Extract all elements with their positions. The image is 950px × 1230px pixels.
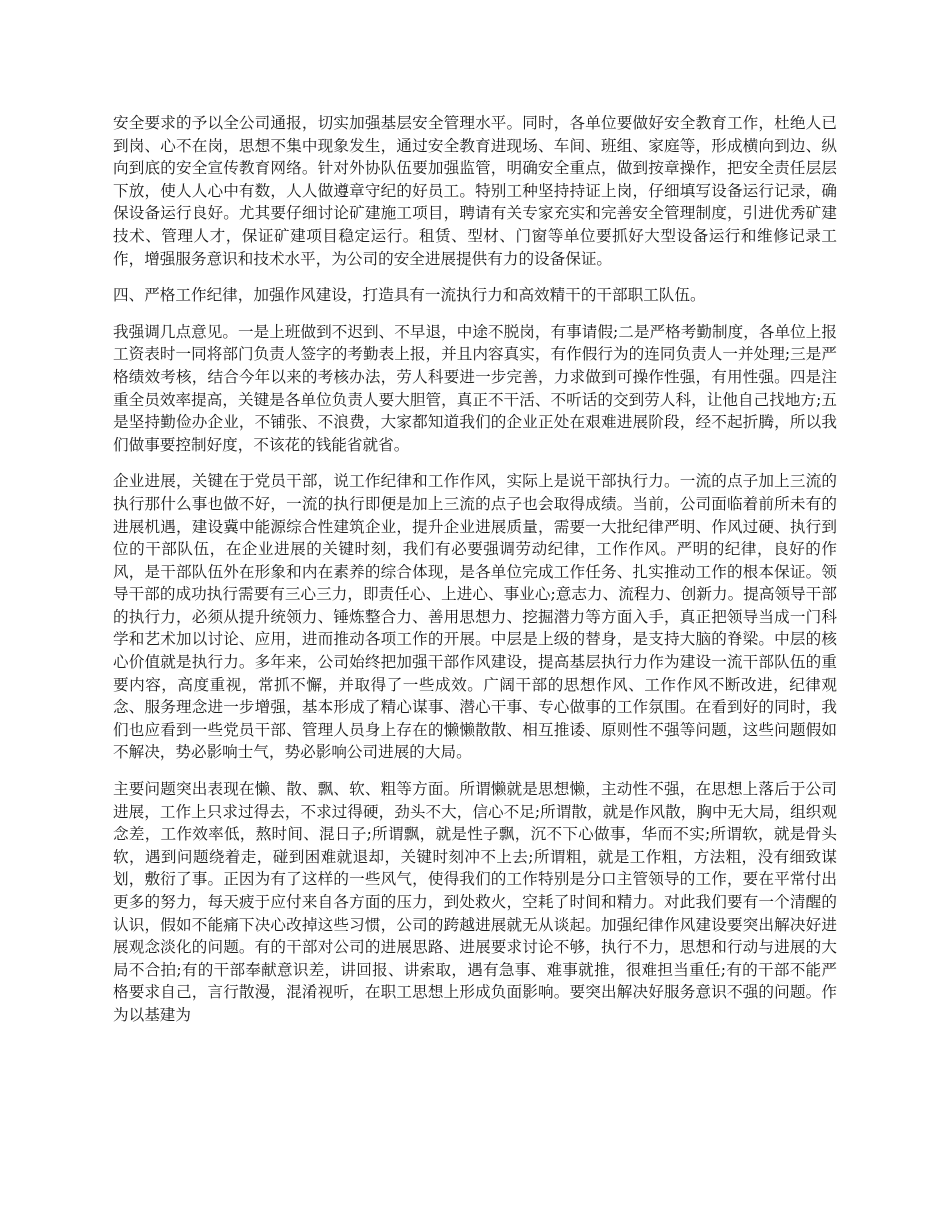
paragraph-opinions: 我强调几点意见。一是上班做到不迟到、不早退，中途不脱岗，有事请假;二是严格考勤制度，各单位上报工资表时一同将部门负责人签字的考勤表上报，并且内容真实，有作假行为的连同负责人一并处理;三是严格绩效考核，结合今年以来的考核办法，劳人科要进一步完善，力求做到可操作性强，有用性强。四是注重全员效率提高，关键是各单位负责人要大胆管，真正不干活、不听话的交到劳人科，让他自己找地方;五是坚持勤俭办企业，不铺张、不浪费，大家都知道我们的企业正处在艰难进展阶段，经不起折腾，所以我们做事要控制好度，不该花的钱能省就省。	[113, 322, 837, 454]
section-heading-discipline: 四、严格工作纪律，加强作风建设，打造具有一流执行力和高效精干的干部职工队伍。	[113, 286, 706, 305]
paragraph-execution: 企业进展，关键在于党员干部，说工作纪律和工作作风，实际上是说干部执行力。一流的点子加上三流的执行那什么事也做不好，一流的执行即便是加上三流的点子也会取得成绩。当前，公司面临着前所未有的进展机遇，建设冀中能源综合性建筑企业，提升企业进展质量，需要一大批纪律严明、作风过硬、执行到位的干部队伍，在企业进展的关键时刻，我们有必要强调劳动纪律，工作作风。严明的纪律，良好的作风，是干部队伍外在形象和内在素养的综合体现，是各单位完成工作任务、扎实推动工作的根本保证。领导干部的成功执行需要有三心三力，即责任心、上进心、事业心;意志力、流程力、创新力。提高领导干部的执行力，必须从提升统领力、锤炼整合力、善用思想力、挖掘潜力等方面入手，真正把领导当成一门科学和艺术加以讨论、应用，进而推动各项工作的开展。中层是上级的替身，是支持大脑的脊梁。中层的核心价值就是执行力。多年来，公司始终把加强干部作风建设，提高基层执行力作为建设一流干部队伍的重要内容，高度重视，常抓不懈，并取得了一些成效。广阔干部的思想作风、工作作风不断改进，纪律观念、服务理念进一步增强，基本形成了精心谋事、潜心干事、专心做事的工作氛围。在看到好的同时，我们也应看到一些党员干部、管理人员身上存在的懒懒散散、相互推诿、原则性不强等问题，这些问题假如不解决，势必影响士气，势必影响公司进展的大局。	[113, 472, 837, 762]
paragraph-safety-education: 安全要求的予以全公司通报，切实加强基层安全管理水平。同时，各单位要做好安全教育工作，杜绝人已到岗、心不在岗，思想不集中现象发生，通过安全教育进现场、车间、班组、家庭等，形成横向到边、纵向到底的安全宣传教育网络。针对外协队伍要加强监管，明确安全重点，做到按章操作，把安全责任层层下放，使人人心中有数，人人做遵章守纪的好员工。特别工种坚持持证上岗，仔细填写设备运行记录，确保设备运行良好。尤其要仔细讨论矿建施工项目，聘请有关专家充实和完善安全管理制度，引进优秀矿建技术、管理人才，保证矿建项目稳定运行。租赁、型材、门窗等单位要抓好大型设备运行和维修记录工作，增强服务意识和技术水平，为公司的安全进展提供有力的设备保证。	[113, 114, 837, 268]
paragraph-problems: 主要问题突出表现在懒、散、飘、软、粗等方面。所谓懒就是思想懒，主动性不强，在思想上落后于公司进展，工作上只求过得去，不求过得硬，劲头不大，信心不足;所谓散，就是作风散，胸中无大局，组织观念差，工作效率低，熬时间、混日子;所谓飘，就是性子飘，沉不下心做事，华而不实;所谓软，就是骨头软，遇到问题绕着走，碰到困难就退却，关键时刻冲不上去;所谓粗，就是工作粗，方法粗，没有细致谋划，敷衍了事。正因为有了这样的一些风气，使得我们的工作特别是分口主管领导的工作，要在平常付出更多的努力，每天疲于应付来自各方面的压力，到处救火，空耗了时间和精力。对此我们要有一个清醒的认识，假如不能痛下决心改掉这些习惯，公司的跨越进展就无从谈起。加强纪律作风建设要突出解决好进展观念淡化的问题。有的干部对公司的进展思路、进展要求讨论不够，执行不力，思想和行动与进展的大局不合拍;有的干部奉献意识差，讲回报、讲索取，遇有急事、难事就推，很难担当重任;有的干部不能严格要求自己，言行散漫，混淆视听，在职工思想上形成负面影响。要突出解决好服务意识不强的问题。作为以基建为	[113, 780, 837, 1024]
document-page	[113, 112, 837, 1041]
